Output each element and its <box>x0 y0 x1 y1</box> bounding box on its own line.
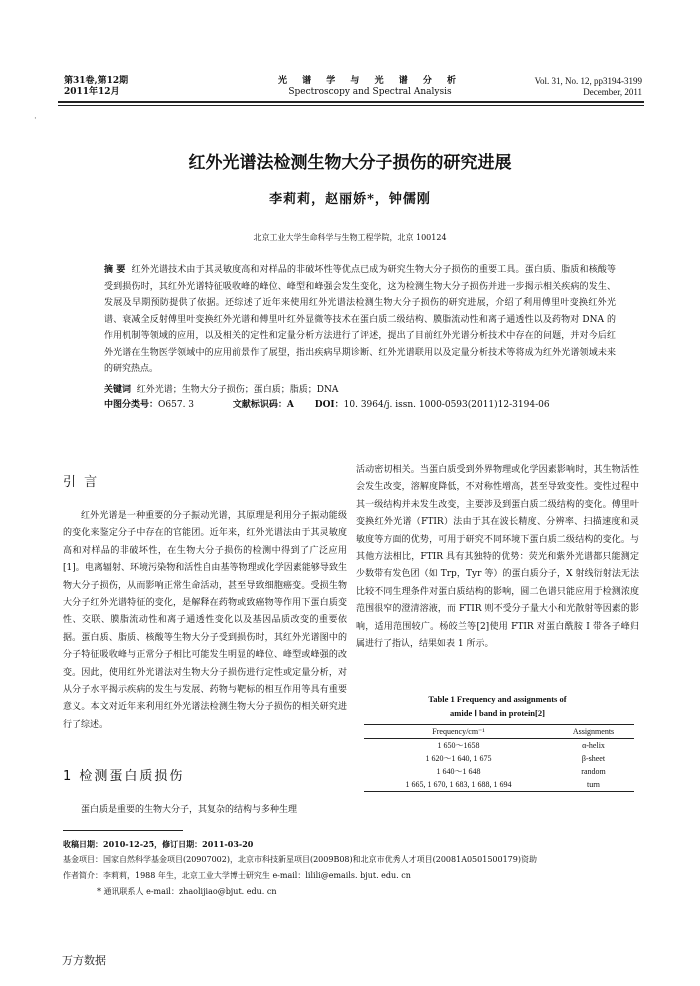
classification-line <box>104 397 644 413</box>
intro-paragraph: 红外光谱是一种重要的分子振动光谱，其原理是利用分子振动能级的变化来鉴定分子中存在的官能团。近年来，红外光谱法由于其灵敏度高和对样品的非破坏性，在生物大分子损伤的检测中得到了广泛应用[1]。电离辐射、环境污染物和活性自由基等物理或化学因素能够导致生物大分子损伤，从而影响正常生命活动，甚至导致细胞癌变。受损生物大分子红外光谱特征的变化，是解释在药物或致癌物等作用下蛋白质变性、交联、膜脂流动性和离子通透性变化以及基因品质改变的重要依据。蛋白质、脂质、核酸等生物大分子受到损伤时，其红外光谱图中的分子特征吸收峰与正常分子相比可能发生明显的峰位、峰型或峰强的改变。因此，使用红外光谱法对生物大分子损伤进行定性或定量分析，对从分子水平揭示疾病的发生与发展、药物与靶标的相互作用等具有重要意义。本文对近年来利用红外光谱法检测生物大分子损伤的相关研究进行了综述。 <box>63 511 347 730</box>
table-cell: β-sheet <box>581 753 606 763</box>
journal-name <box>220 76 520 98</box>
abstract-label: 摘 要 <box>104 265 126 275</box>
journal-name-cn: 光 谱 学 与 光 谱 分 析 <box>278 76 462 86</box>
footnotes <box>63 836 643 900</box>
doi-value: 10. 3964/j. issn. 1000-0593(2011)12-3194-06 <box>343 400 550 410</box>
intro-heading-text: 引 言 <box>63 475 100 490</box>
volume-issue-label: 第31卷,第12期 <box>64 76 129 86</box>
table-cell: 1 650～1658 <box>437 740 480 750</box>
keywords <box>104 382 624 398</box>
paper-title: 红外光谱法检测生物大分子损伤的研究进展 <box>188 153 512 173</box>
table-cell: turn <box>553 778 634 792</box>
table1-caption <box>356 692 639 720</box>
section1-heading <box>63 768 347 787</box>
keywords-label: 关键词 <box>104 385 132 395</box>
clc-value: O657. 3 <box>158 400 195 410</box>
table-cell: 1 665, 1 670, 1 683, 1 688, 1 694 <box>364 778 553 792</box>
affiliation: 北京工业大学生命科学与生物工程学院，北京 100124 <box>253 233 447 242</box>
journal-citation <box>535 76 642 98</box>
table1 <box>364 724 634 792</box>
doc-code-label: 文献标识码： <box>232 400 287 410</box>
watermark: 万方数据 <box>62 954 106 967</box>
table-cell: 1 620～1 640, 1 675 <box>425 753 492 763</box>
issue-date-cn: 2011年12月 <box>64 87 120 97</box>
table1-caption-line1: Table 1 Frequency and assignments of <box>428 694 567 704</box>
table-row <box>364 765 634 778</box>
table-cell: α-helix <box>582 740 605 750</box>
table-row <box>364 739 634 753</box>
issue-date-en: December, 2011 <box>583 87 642 97</box>
footnote-rule <box>63 830 183 831</box>
doc-code-value: A <box>286 400 294 410</box>
author-list: 李莉莉，赵丽娇*，钟儒刚 <box>269 192 431 207</box>
section1-paragraph: 蛋白质是重要的生物大分子，其复杂的结构与多种生理 <box>81 805 298 815</box>
keywords-text: 红外光谱；生物大分子损伤；蛋白质；脂质；DNA <box>136 385 339 395</box>
header-rule <box>58 101 644 106</box>
section1-heading-text: 1 检测蛋白质损伤 <box>63 769 185 784</box>
table-header-cell: Assignments <box>553 725 634 739</box>
abstract <box>104 262 616 378</box>
volume-pages: Vol. 31, No. 12, pp3194-3199 <box>534 76 642 86</box>
journal-name-en: Spectroscopy and Spectral Analysis <box>288 87 452 97</box>
fund-note: 基金项目：国家自然科学基金项目(20907002)，北京市科技新星项目(2009B08)和北京市优秀人才项目(20081A0501500179)资助 <box>63 855 537 864</box>
table1-caption-line2: amide Ⅰ band in protein[2] <box>450 708 545 718</box>
table-header-row <box>364 725 634 739</box>
doi-label: DOI： <box>314 400 344 410</box>
margin-mark: · <box>34 114 37 124</box>
abstract-text: 红外光谱技术由于其灵敏度高和对样品的非破坏性等优点已成为研究生物大分子损伤的重要工具。蛋白质、脂质和核酸等受到损伤时，其红外光谱特征吸收峰的峰位、峰型和峰强会发生变化，这为检测生物大分子损伤并进一步揭示相关疾病的发生、发展及早期预防提供了依据。还综述了近年来使用红外光谱法检测生物大分子损伤的研究进展，介绍了利用傅里叶变换红外光谱、衰减全反射傅里叶变换红外光谱和傅里叶红外显微等技术在蛋白质二级结构、膜脂流动性和离子通透性以及药物对 DNA 的作用机制等领域的应用，以及相关的定性和定量分析方法进行了评述，提出了目前红外光谱分析技术中存在的问题，并对今后红外光谱在生物医学领域中的应用前景作了展望，指出疾病早期诊断、红外光谱联用以及定量分析技术等将成为红外光谱领域未来的研究热点。 <box>104 265 616 374</box>
table-cell: random <box>581 766 606 776</box>
clc-label: 中图分类号： <box>104 400 159 410</box>
table-row <box>364 778 634 792</box>
author-note: 作者简介：李莉莉，1988 年生，北京工业大学博士研究生 e-mail：lilili@emails. bjut. edu. cn <box>63 871 411 880</box>
corresponding-author: * 通讯联系人 e-mail：zhaolijiao@bjut. edu. cn <box>97 887 277 896</box>
table-cell: 1 640～1 648 <box>436 766 481 776</box>
table-header-cell: Frequency/cm⁻¹ <box>364 725 553 739</box>
right-column-paragraph: 活动密切相关。当蛋白质受到外界物理或化学因素影响时，其生物活性会发生改变，溶解度降低，不对称性增高，甚至导致变性。变性过程中其一级结构并未发生改变，主要涉及到蛋白质二级结构的变化。傅里叶变换红外光谱（FTIR）法由于其在波长精度、分辨率、扫描速度和灵敏度等方面的优势，可用于研究不同环境下蛋白质二级结构的变化。与其他方法相比，FTIR 具有其独特的优势：荧光和紫外光谱都只能测定少数带有发色团（如 Trp，Tyr 等）的蛋白质分子，X 射线衍射法无法比较不同生理条件对蛋白质结构的影响，圆二色谱只能应用于检测浓度范围很窄的澄清溶液，而 FTIR 则不受分子量大小和光散射等因素的影响，适用范围较广。杨皎兰等[2]使用 FTIR 对蛋白酰胺 I 带各子峰归属进行了指认，结果如表 1 所示。 <box>356 465 639 650</box>
journal-volume-issue <box>64 76 128 98</box>
received-date: 收稿日期：2010-12-25，修订日期：2011-03-20 <box>63 839 254 849</box>
intro-heading <box>63 474 347 493</box>
table-row <box>364 752 634 765</box>
